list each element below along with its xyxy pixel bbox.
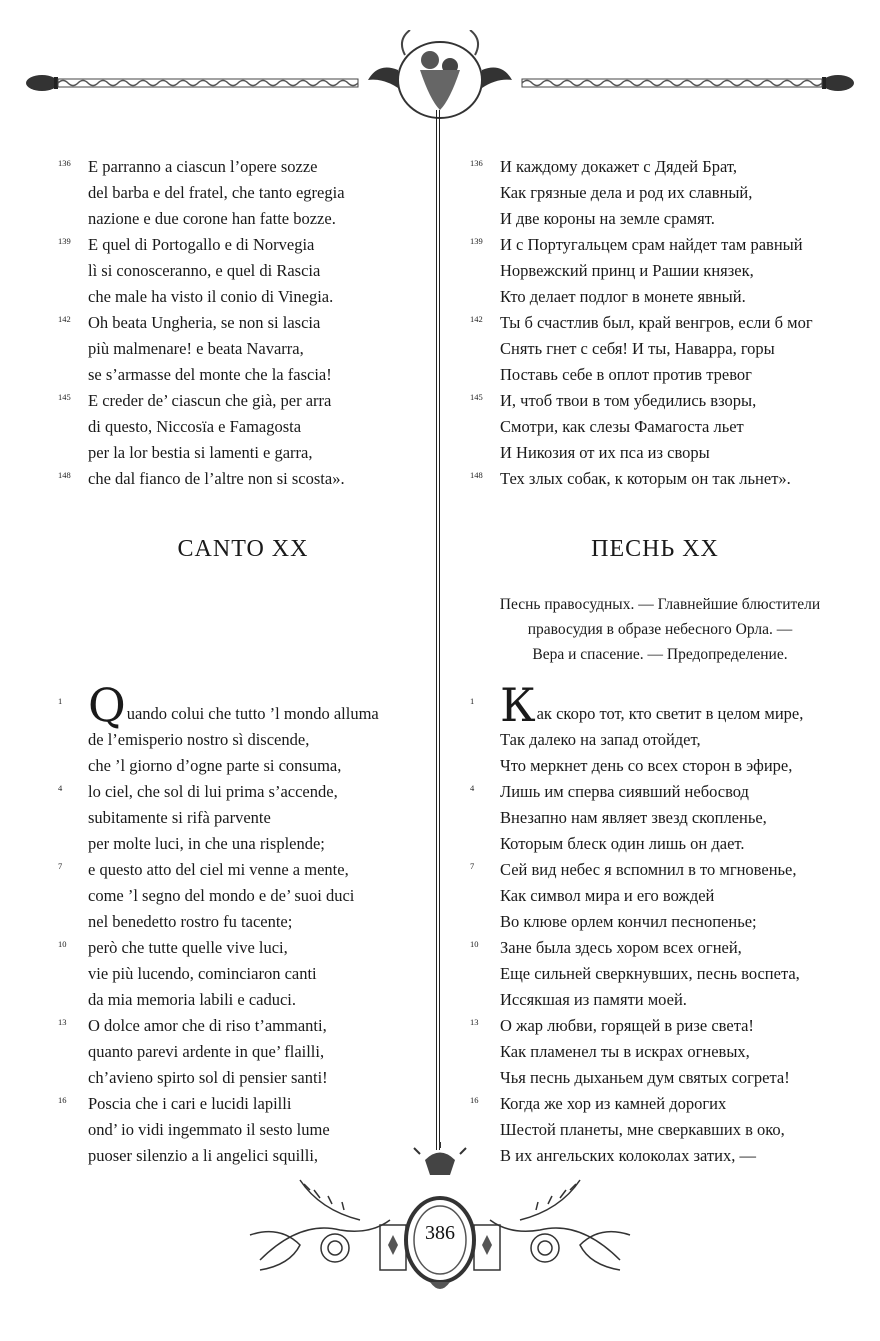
verse-line: de l’emisperio nostro sì discende, (88, 730, 310, 749)
verse-number: 4 (58, 783, 63, 793)
verse-stanza (58, 466, 428, 492)
verse-line: Во клюве орлем кончил песнопенье; (500, 912, 757, 931)
verse-line: che male ha visto il conio di Vinegia. (88, 287, 334, 306)
verse-line: ch’avieno spirto sol di pensier santi! (88, 1068, 328, 1087)
cherub-cartouche-icon (368, 30, 512, 118)
verse-stanza (58, 154, 428, 232)
right-column-canto-xx (470, 678, 840, 1169)
right-finial-icon (822, 75, 854, 91)
urn-icon (414, 1142, 466, 1175)
verse-line: Сей вид небес я вспомнил в то мгновенье, (500, 860, 797, 879)
verse-line: come ’l segno del mondo e de’ suoi duci (88, 886, 355, 905)
verse-number: 16 (58, 1095, 67, 1105)
verse-line: Oh beata Ungheria, se non si lascia (88, 313, 321, 332)
verse-stanza (58, 935, 428, 1013)
verse-line: И две короны на земле срамят. (500, 209, 715, 228)
verse-line: Норвежский принц и Рашии князек, (500, 261, 754, 280)
verse-line: Зане была здесь хором всех огней, (500, 938, 742, 957)
canto-title-russian: ПЕСНЬ XX (591, 536, 719, 562)
verse-line: lì si conosceranno, e quel di Rascia (88, 261, 321, 280)
braided-rod-right (522, 79, 822, 87)
verse-stanza (470, 466, 840, 492)
verse-line: Так далеко на запад отойдет, (500, 730, 701, 749)
page-number: 386 (425, 1222, 455, 1244)
drop-cap-initial: Q (88, 678, 126, 732)
verse-number: 145 (470, 392, 483, 402)
verse-stanza (58, 310, 428, 388)
verse-line: Ты б счастлив был, край венгров, если б мог (500, 313, 813, 332)
verse-stanza (58, 232, 428, 310)
verse-line: però che tutte quelle vive luci, (88, 938, 288, 957)
verse-number: 142 (470, 314, 483, 324)
verse-line: Шестой планеты, мне сверкавших в око, (500, 1120, 785, 1139)
verse-line: O dolce amor che di riso t’ammanti, (88, 1016, 327, 1035)
verse-line: lo ciel, che sol di lui prima s’accende, (88, 782, 338, 801)
verse-line: Еще сильней сверкнувших, песнь воспета, (500, 964, 800, 983)
verse-number: 145 (58, 392, 71, 402)
verse-stanza (470, 678, 840, 779)
verse-line: nel benedetto rostro fu tacente; (88, 912, 293, 931)
verse-line: più malmenare! e beata Navarra, (88, 339, 304, 358)
verse-number: 148 (58, 470, 71, 480)
verse-line: Смотри, как слезы Фамагоста льет (500, 417, 744, 436)
verse-line: И с Португальцем срам найдет там равный (500, 235, 803, 254)
verse-number: 16 (470, 1095, 479, 1105)
verse-stanza (470, 857, 840, 935)
verse-line: che ’l giorno d’ogne parte si consuma, (88, 756, 342, 775)
verse-stanza (470, 232, 840, 310)
verse-line: Как грязные дела и род их славный, (500, 183, 753, 202)
left-finial-icon (26, 75, 58, 91)
summary-line: Песнь правосудных. — Главнейшие блюстители (499, 596, 821, 613)
drop-cap-initial: К (500, 678, 536, 732)
verse-line: che dal fianco de l’altre non si scosta». (88, 469, 345, 488)
foliage-left-icon (250, 1180, 390, 1270)
verse-stanza (58, 388, 428, 466)
verse-line: di questo, Niccosïa e Famagosta (88, 417, 302, 436)
verse-line: Как символ мира и его вождей (500, 886, 715, 905)
verse-line: И Никозия от их пса из своры (500, 443, 710, 462)
bottom-ornament-cartouche (240, 1140, 640, 1300)
verse-number: 10 (470, 939, 479, 949)
verse-line: subitamente si rifà parvente (88, 808, 271, 827)
verse-line: В их ангельских колоколах затих, — (500, 1146, 756, 1165)
verse-stanza (470, 388, 840, 466)
verse-line: Лишь им сперва сиявший небосвод (500, 782, 749, 801)
verse-line: per molte luci, in che una risplende; (88, 834, 325, 853)
verse-stanza (58, 779, 428, 857)
verse-number: 1 (58, 696, 63, 706)
verse-line: Чья песнь дыханьем дум святых согрета! (500, 1068, 790, 1087)
verse-line: Когда же хор из камней дорогих (500, 1094, 727, 1113)
verse-line: Снять гнет с себя! И ты, Наварра, горы (500, 339, 775, 358)
top-ornament-rod-with-cherubs (0, 30, 880, 140)
first-line-text: ак скоро тот, кто светит в целом мире, (536, 704, 804, 723)
verse-line: И каждому докажет с Дядей Брат, (500, 157, 737, 176)
verse-number: 1 (470, 696, 475, 706)
verse-stanza (470, 1013, 840, 1091)
verse-number: 7 (470, 861, 475, 871)
verse-line: ond’ io vidi ingemmato il sesto lume (88, 1120, 330, 1139)
first-line-text: uando colui che tutto ’l mondo alluma (126, 704, 379, 723)
side-panel-left-icon (380, 1225, 406, 1270)
verse-line-first (58, 678, 428, 732)
verse-number: 10 (58, 939, 67, 949)
verse-line: Poscia che i cari e lucidi lapilli (88, 1094, 292, 1113)
verse-line: puoser silenzio a li angelici squilli, (88, 1146, 319, 1165)
verse-line: del barba e del fratel, che tanto egregia (88, 183, 345, 202)
verse-number: 142 (58, 314, 71, 324)
verse-stanza (470, 310, 840, 388)
verse-line: E parranno a ciascun l’opere sozze (88, 157, 318, 176)
verse-stanza (470, 779, 840, 857)
verse-line: quanto parevi ardente in que’ flailli, (88, 1042, 325, 1061)
verse-line: E quel di Portogallo e di Norvegia (88, 235, 315, 254)
verse-line: О жар любви, горящей в ризе света! (500, 1016, 754, 1035)
summary-line: правосудия в образе небесного Орла. — (527, 621, 793, 638)
verse-line: Как пламенел ты в искрах огневых, (500, 1042, 750, 1061)
verse-line: E creder de’ ciascun che già, per arra (88, 391, 332, 410)
left-column-canto-xx (58, 678, 428, 1169)
verse-number: 148 (470, 470, 483, 480)
verse-line: Кто делает подлог в монете явный. (500, 287, 746, 306)
verse-stanza (470, 154, 840, 232)
verse-line: vie più lucendo, cominciaron canti (88, 964, 317, 983)
verse-number: 139 (58, 236, 71, 246)
verse-stanza (58, 1013, 428, 1091)
side-panel-right-icon (474, 1225, 500, 1270)
verse-number: 136 (470, 158, 483, 168)
verse-number: 136 (58, 158, 71, 168)
verse-number: 13 (58, 1017, 67, 1027)
braided-rod-left (58, 79, 358, 87)
summary-line: Вера и спасение. — Предопределение. (532, 646, 788, 663)
verse-stanza (58, 678, 428, 779)
verse-number: 4 (470, 783, 475, 793)
verse-line: Которым блеск один лишь он дает. (500, 834, 745, 853)
verse-line: Тех злых собак, к которым он так льнет». (500, 469, 791, 488)
verse-stanza (470, 935, 840, 1013)
verse-line: И, чтоб твои в том убедились взоры, (500, 391, 757, 410)
foliage-right-icon (490, 1180, 630, 1270)
canto-title-italian: CANTO XX (177, 536, 309, 562)
verse-number: 139 (470, 236, 483, 246)
right-column-continuation (470, 154, 840, 492)
verse-line-first (470, 678, 840, 732)
verse-line: e questo atto del ciel mi venne a mente, (88, 860, 349, 879)
canto-summary (460, 592, 860, 667)
verse-line: Поставь себе в оплот против тревог (500, 365, 752, 384)
verse-line: nazione e due corone han fatte bozze. (88, 209, 336, 228)
verse-number: 13 (470, 1017, 479, 1027)
verse-line: Внезапно нам являет звезд скопленье, (500, 808, 767, 827)
verse-line: per la lor bestia si lamenti e garra, (88, 443, 313, 462)
left-column-continuation (58, 154, 428, 492)
verse-line: Иссякшая из памяти моей. (500, 990, 687, 1009)
verse-line: da mia memoria labili e caduci. (88, 990, 296, 1009)
verse-line: Что меркнет день со всех сторон в эфире, (500, 756, 793, 775)
center-column-divider (436, 110, 440, 1150)
verse-line: se s’armasse del monte che la fascia! (88, 365, 332, 384)
verse-number: 7 (58, 861, 63, 871)
verse-stanza (58, 857, 428, 935)
